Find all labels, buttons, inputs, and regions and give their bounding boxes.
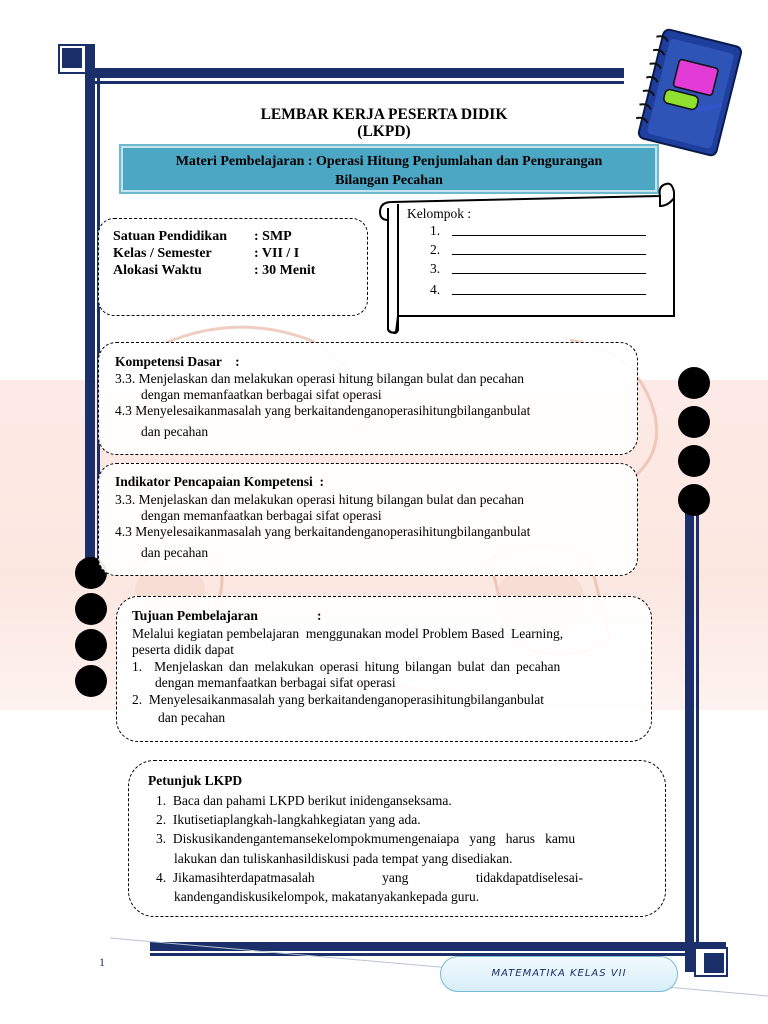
tujuan-line: peserta didik dapat [132, 642, 234, 657]
info-value-kelas: : VII / I [254, 246, 300, 261]
kompetensi-line: dengan memanfaatkan berbagai sifat operasi [141, 387, 382, 402]
tujuan-line: dengan memanfaatkan berbagai sifat operasi [155, 675, 396, 690]
footer-subject-badge [440, 956, 678, 992]
indikator-heading: Indikator Pencapaian Kompetensi : [115, 474, 325, 489]
info-row-kelas [113, 246, 212, 262]
kelompok-number-3: 3. [430, 261, 441, 276]
petunjuk-step: 3. Diskusikandengantemansekelompokmumengenaiapa yang harus kamu [156, 831, 576, 846]
kelompok-scroll-frame [372, 180, 686, 336]
decor-dot [678, 484, 710, 516]
tujuan-line: Melalui kegiatan pembelajaran menggunakan model Problem Based Learning, [132, 626, 564, 641]
indikator-line: dan pecahan [141, 545, 209, 560]
frame-corner-square-fill [62, 48, 82, 68]
petunjuk-step: lakukan dan tuliskanhasildiskusi pada tempat yang disediakan. [174, 851, 513, 866]
kompetensi-line: dan pecahan [141, 424, 209, 439]
petunjuk-step: kandengandiskusikelompok, makatanyakankepada guru. [174, 889, 480, 904]
decor-dot [678, 367, 710, 399]
frame-top-bar-thin [88, 81, 624, 84]
kelompok-label: Kelompok : [407, 206, 472, 221]
frame-top-bar [88, 68, 624, 78]
kompetensi-heading: Kompetensi Dasar : [115, 354, 240, 369]
tujuan-line: 1. Menjelaskan dan melakukan operasi hitung bilangan bulat dan pecahan [132, 659, 561, 674]
decor-dot [75, 593, 107, 625]
info-value-alokasi: : 30 Menit [254, 263, 316, 278]
info-label: Alokasi Waktu [113, 263, 202, 278]
tujuan-line: dan pecahan [158, 710, 226, 725]
page-title: LEMBAR KERJA PESERTA DIDIK [260, 106, 508, 123]
indikator-line: dengan memanfaatkan berbagai sifat operasi [141, 508, 382, 523]
info-box [98, 218, 368, 316]
kompetensi-line: 4.3 Menyelesaikanmasalah yang berkaitandenganoperasihitungbilanganbulat [115, 403, 531, 418]
materi-line2: Bilangan Pecahan [335, 173, 443, 188]
kelompok-line-1[interactable] [452, 235, 646, 236]
kelompok-line-4[interactable] [452, 294, 646, 295]
petunjuk-step: 1. Baca dan pahami LKPD berikut inidenganseksama. [156, 793, 452, 808]
tujuan-line: 2. Menyelesaikanmasalah yang berkaitandenganoperasihitungbilanganbulat [132, 692, 544, 707]
page-subtitle: (LKPD) [357, 123, 411, 140]
decor-dot [75, 629, 107, 661]
info-label: Kelas / Semester [113, 246, 212, 261]
info-value-satuan: : SMP [254, 229, 292, 244]
indikator-line: 4.3 Menyelesaikanmasalah yang berkaitandenganoperasihitungbilanganbulat [115, 524, 531, 539]
tujuan-heading: Tujuan Pembelajaran [132, 608, 258, 623]
notebook-icon [628, 22, 746, 164]
petunjuk-step: 4. Jikamasihterdapatmasalah yang tidakdapatdiselesai- [156, 870, 584, 885]
kelompok-number-1: 1. [430, 223, 441, 238]
materi-line1: Materi Pembelajaran : Operasi Hitung Penjumlahan dan Pengurangan [175, 154, 603, 169]
kelompok-line-2[interactable] [452, 254, 646, 255]
decor-dot [678, 445, 710, 477]
indikator-line: 3.3. Menjelaskan dan melakukan operasi hitung bilangan bulat dan pecahan [115, 492, 524, 507]
decor-dot [75, 665, 107, 697]
info-row-alokasi [113, 263, 202, 279]
info-label: Satuan Pendidikan [113, 229, 227, 244]
petunjuk-step: 2. Ikutisetiaplangkah-langkahkegiatan yang ada. [156, 812, 421, 827]
page-number: 1 [99, 955, 105, 969]
info-row-satuan [113, 229, 227, 245]
frame-right-bar [685, 500, 694, 972]
kelompok-number-2: 2. [430, 242, 441, 257]
kelompok-number-4: 4. [430, 282, 441, 297]
kelompok-line-3[interactable] [452, 273, 646, 274]
tujuan-colon: : [317, 608, 322, 623]
kompetensi-line: 3.3. Menjelaskan dan melakukan operasi hitung bilangan bulat dan pecahan [115, 371, 524, 386]
decor-dot [678, 406, 710, 438]
footer-subject: MATEMATIKA KELAS VII [491, 968, 627, 979]
petunjuk-heading: Petunjuk LKPD [148, 773, 243, 788]
frame-right-bar-thin [696, 500, 699, 970]
